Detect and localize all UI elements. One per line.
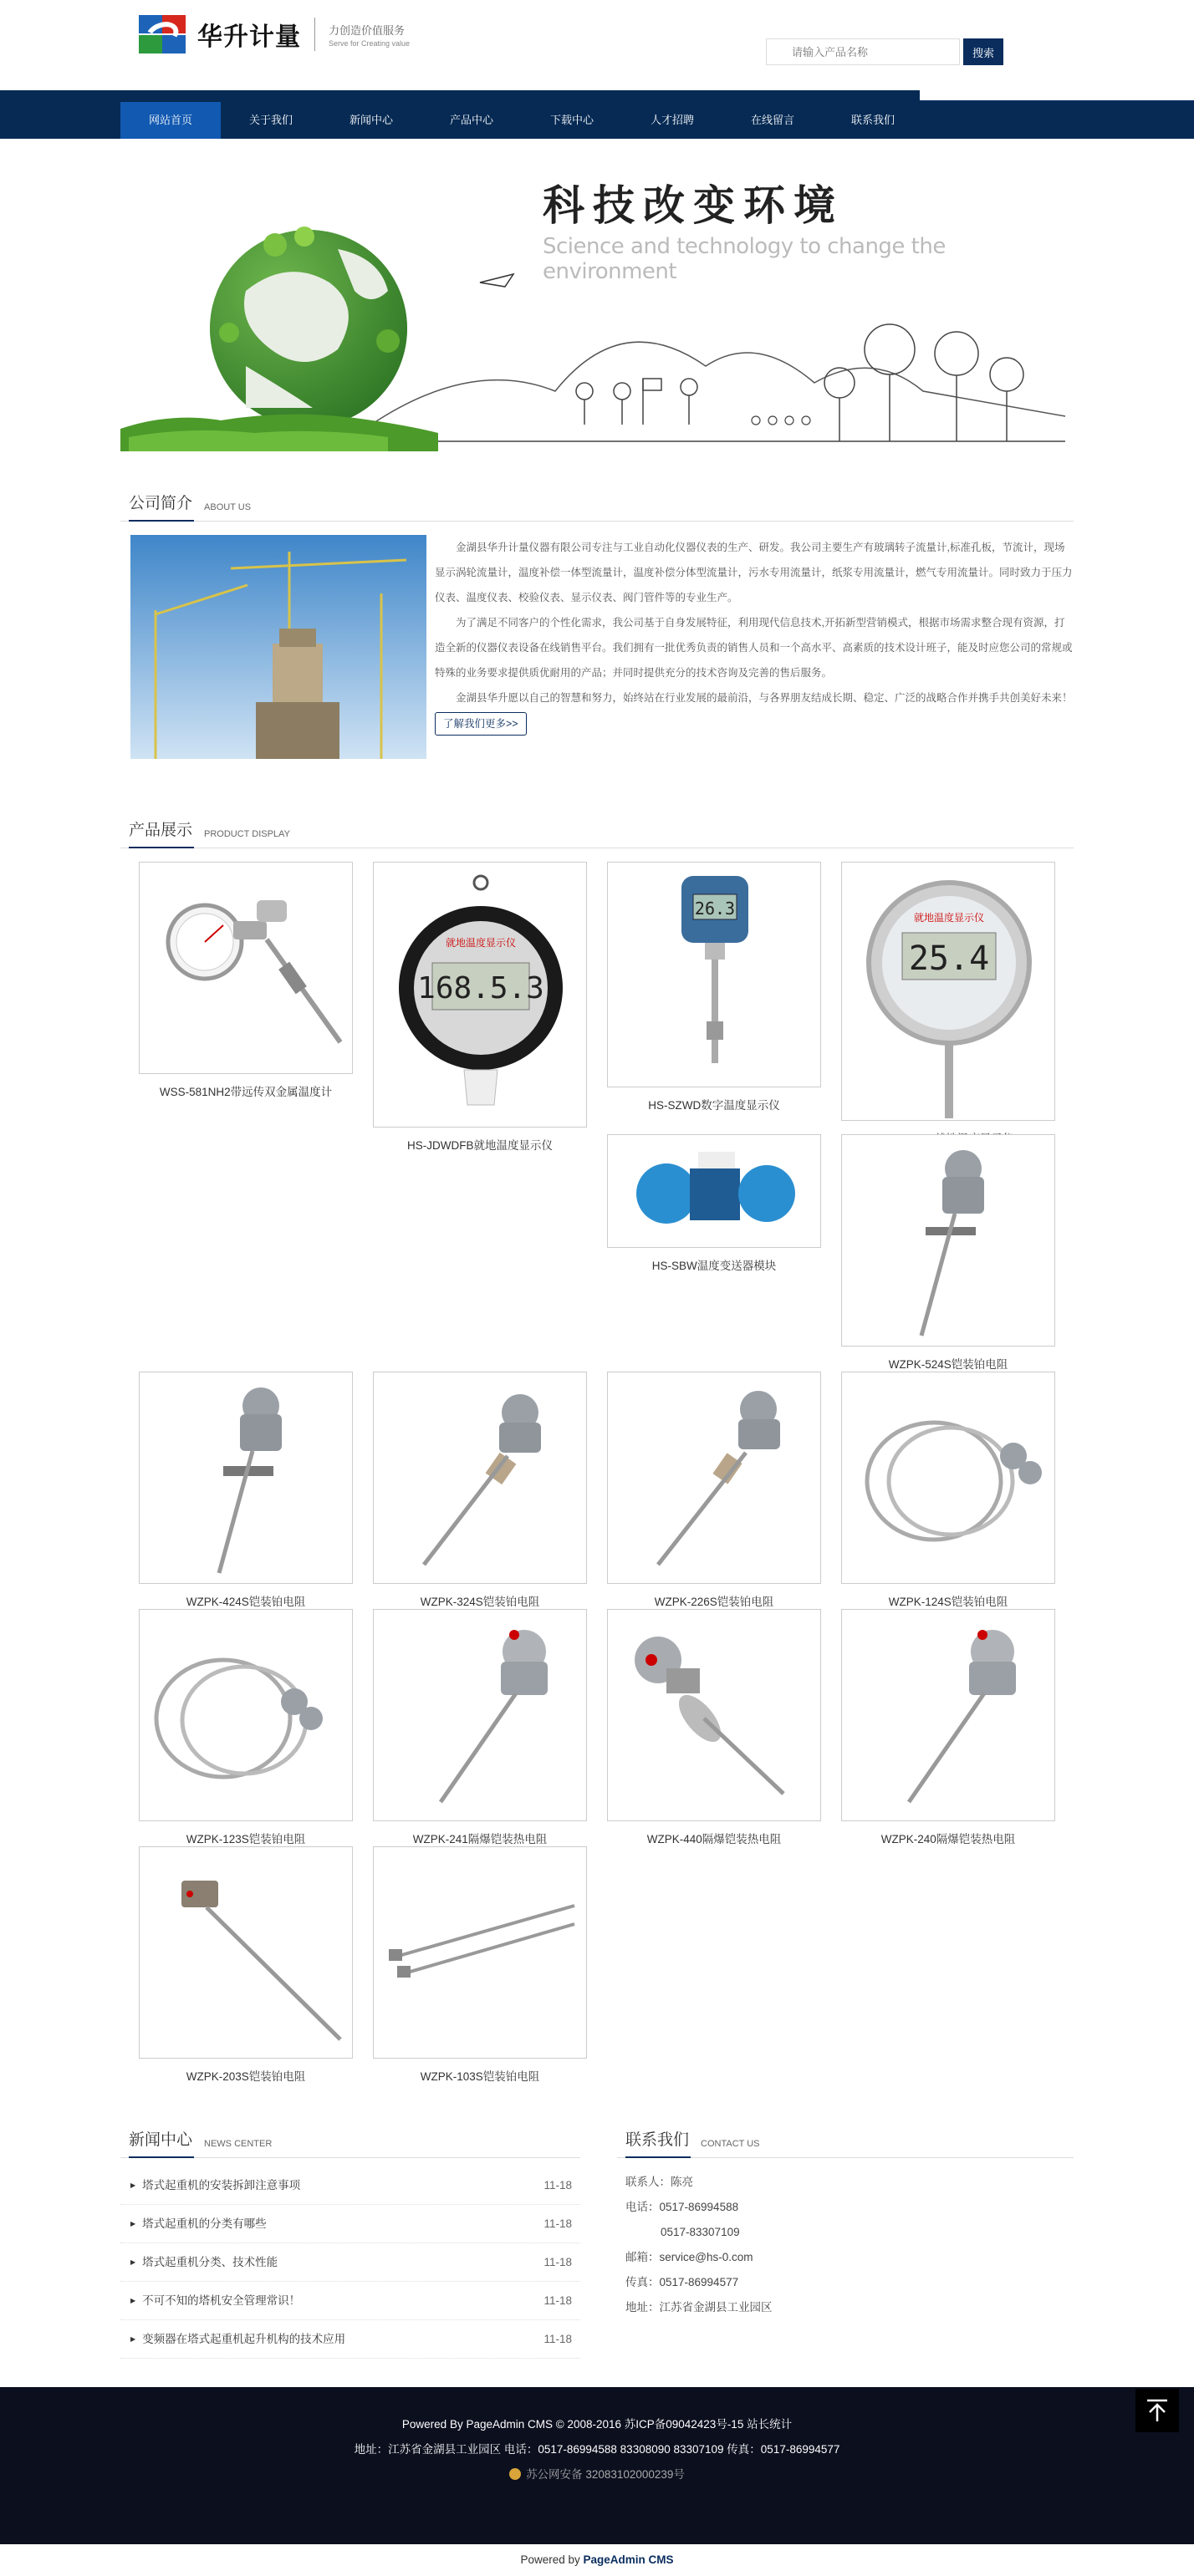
logo-mark-icon [139,15,186,53]
about-paragraph: 金湖县华升计量仪器有限公司专注与工业自动化仪器仪表的生产、研发。我公司主要生产有玻璃转子流量计,标准孔板，节流计，现场显示涡轮流量计，温度补偿一体型流量计，温度补偿分体型流量计，污水专用流量计，纸浆专用流量计，燃气专用流量计。同时致力于压力仪表、温度仪表、校验仪表、显示仪表、阀门管件等的专业生产。 [435,542,1073,603]
nav-item-news[interactable]: 新闻中心 [349,114,393,126]
products-title: 产品展示 [129,817,194,848]
logo-slogan [329,22,410,48]
police-record-text[interactable]: 苏公网安备 32083102000239号 [526,2468,685,2481]
about-more-button[interactable]: 了解我们更多>> [435,712,527,736]
product-card[interactable] [841,1609,1055,1846]
product-caption[interactable]: WZPK-240隔爆铠装热电阻 [880,1833,1016,1845]
product-card[interactable] [373,1846,587,2084]
product-image[interactable] [373,862,587,1128]
logo-name: 华升计量 [197,23,301,52]
product-caption[interactable]: WZPK-123S铠装铂电阻 [186,1833,306,1845]
product-card[interactable] [139,1846,353,2084]
product-card[interactable] [607,1372,821,1609]
contact-address: 地址：江苏省金湖县工业园区 [625,2301,773,2314]
svg-text:就地温度显示仪: 就地温度显示仪 [913,912,985,924]
product-caption[interactable]: WZPK-203S铠装铂电阻 [186,2070,306,2083]
about-subtitle: ABOUT US [204,502,252,512]
news-contact-row [120,2120,1074,2387]
product-card[interactable] [607,1134,821,1273]
products-section [120,810,1074,2115]
news-item-date: 11-18 [543,2179,572,2192]
news-item-date: 11-18 [543,2333,572,2345]
product-card[interactable] [139,862,353,1099]
main-nav [120,102,1074,139]
slogan-cn: 力创造价值服务 [329,23,406,37]
product-image[interactable] [841,1609,1055,1821]
product-caption[interactable]: HS-SBW温度变送器模块 [651,1260,777,1272]
product-card[interactable] [139,1372,353,1609]
news-section [120,2120,580,2387]
list-item[interactable] [120,2166,580,2205]
product-image[interactable] [607,1134,821,1248]
product-caption[interactable]: WZPK-124S铠装铂电阻 [888,1596,1008,1608]
contact-heading [617,2120,1074,2158]
list-item[interactable] [120,2320,580,2359]
product-caption[interactable]: WZPK-424S铠装铂电阻 [186,1596,306,1608]
about-paragraph: 为了满足不同客户的个性化需求，我公司基于自身发展特征，利用现代信息技术,开拓新型营销模式，根据市场需求整合现有资源，打造全新的仪器仪表设备在线销售平台。我们拥有一批优秀负责的销售人员和一个高水平、高素质的技术设计班子，能及时应您公司的常规或特殊的业务要求提供质优耐用的产品；并同时提供充分的技术咨询及完善的售后服务。 [435,617,1073,679]
footer-police-record[interactable] [0,2462,1194,2487]
nav-item-download[interactable]: 下载中心 [549,114,594,126]
powered-by [0,2544,1194,2576]
news-list [120,2158,580,2359]
product-image[interactable] [841,1134,1055,1347]
display-digits: 168.5.3 [417,971,544,1005]
display-digits: 26.3 [694,899,736,919]
nav-item-about[interactable]: 关于我们 [248,114,293,126]
about-text [435,535,1074,810]
contact-fax: 传真：0517-86994577 [625,2276,739,2288]
product-caption[interactable]: WZPK-226S铠装铂电阻 [654,1596,774,1608]
news-item-date: 11-18 [543,2294,572,2307]
nav-item-products[interactable]: 产品中心 [449,114,493,126]
contact-title: 联系我们 [625,2127,691,2158]
banner-title-en: Science and technology to change the environment [543,234,946,284]
footer-copyright: Powered By PageAdmin CMS © 2008-2016 苏ICP备09042423号-15 站长统计 [401,2418,793,2431]
product-image[interactable] [373,1846,587,2059]
nav-item-message[interactable]: 在线留言 [750,114,794,126]
product-caption[interactable]: WZPK-524S铠装铂电阻 [888,1358,1008,1371]
product-card[interactable] [139,1609,353,1846]
product-caption[interactable]: HS-JDWDFB就地温度显示仪 [407,1139,553,1152]
product-image[interactable] [373,1372,587,1584]
product-image[interactable] [139,1372,353,1584]
product-card[interactable] [841,1134,1055,1372]
news-heading [120,2120,580,2158]
product-card[interactable] [607,1609,821,1846]
site-logo[interactable] [139,13,410,55]
site-footer [0,2387,1194,2544]
nav-item-contact[interactable]: 联系我们 [850,114,895,126]
product-image[interactable] [139,1846,353,2059]
product-grid [120,848,1074,2115]
logo-divider [314,18,315,51]
product-card[interactable] [607,862,821,1112]
product-image[interactable] [607,1609,821,1821]
product-image[interactable] [841,1372,1055,1584]
search-box [766,38,1003,65]
about-paragraph: 金湖县华升愿以自己的智慧和努力，始终站在行业发展的最前沿，与各界朋友结成长期、稳定、广泛的战略合作并携手共创美好未来！ [456,692,1073,704]
police-badge-icon [509,2468,521,2480]
nav-item-home[interactable]: 网站首页 [120,102,221,139]
product-caption[interactable]: WSS-581NH2带远传双金属温度计 [159,1086,333,1098]
news-item-title[interactable]: ▶ 变频器在塔式起重机起升机构的技术应用 [130,2320,345,2358]
product-image[interactable] [139,1609,353,1821]
list-item[interactable] [120,2243,580,2282]
about-photo [130,535,426,759]
contact-phone: 电话：0517-86994588 [625,2201,739,2213]
news-subtitle: NEWS CENTER [204,2139,273,2149]
news-item-title[interactable]: ▶ 不可不知的塔机安全管理常识！ [130,2282,300,2319]
about-title: 公司简介 [129,491,194,522]
display-digits: 25.4 [908,939,990,978]
banner-title-cn: 科技改变环境 [543,181,844,230]
back-to-top-button[interactable] [1135,2389,1179,2432]
nav-notch [0,90,920,102]
products-subtitle: PRODUCT DISPLAY [204,829,290,839]
contact-subtitle: CONTACT US [701,2139,760,2149]
product-card[interactable] [373,1372,587,1609]
news-item-title[interactable]: ▶ 塔式起重机的安装拆卸注意事项 [130,2166,300,2204]
about-heading [120,483,1074,522]
nav-item-jobs[interactable]: 人才招聘 [650,114,694,126]
product-image[interactable] [607,862,821,1087]
powered-by-prefix: Powered by [520,2553,580,2566]
product-image[interactable] [607,1372,821,1584]
product-card[interactable] [373,862,587,1153]
hero-banner [120,140,1074,483]
main-nav-bar [0,102,1194,139]
product-caption[interactable]: WZPK-440隔爆铠装热电阻 [646,1833,782,1845]
list-item[interactable] [120,2282,580,2320]
powered-by-brand[interactable]: PageAdmin CMS [583,2553,674,2566]
site-header [120,0,1074,102]
product-caption[interactable]: WZPK-103S铠装铂电阻 [420,2070,540,2083]
contact-email: 邮箱：service@hs-0.com [625,2251,753,2263]
contact-info [617,2158,1074,2320]
product-image[interactable] [841,862,1055,1121]
slogan-en: Serve for Creating value [329,38,411,48]
search-button[interactable]: 搜索 [963,38,1003,65]
product-caption[interactable]: WZPK-324S铠装铂电阻 [420,1596,540,1608]
footer-address: 地址：江苏省金湖县工业园区 电话：0517-86994588 83308090 83307109 传真：0517-86994577 [354,2443,840,2456]
products-heading [120,810,1074,848]
product-caption[interactable]: HS-SZWD数字温度显示仪 [648,1099,780,1112]
news-item-title[interactable]: ▶ 塔式起重机分类、技术性能 [130,2243,278,2281]
contact-person: 联系人：陈亮 [625,2176,693,2188]
arrow-up-icon [1146,2398,1169,2423]
product-caption[interactable]: WZPK-241隔爆铠装热电阻 [412,1833,548,1845]
product-card[interactable] [841,1372,1055,1609]
news-title: 新闻中心 [129,2127,194,2158]
news-item-title[interactable]: ▶ 塔式起重机的分类有哪些 [130,2205,267,2243]
contact-section [617,2120,1074,2387]
product-card[interactable] [841,862,1055,1146]
search-input[interactable] [766,38,960,65]
news-item-date: 11-18 [543,2256,572,2268]
contact-phone-2: 0517-83307109 [661,2226,740,2238]
product-image[interactable] [373,1609,587,1821]
about-section [120,483,1074,810]
svg-text:就地温度显示仪: 就地温度显示仪 [445,937,517,949]
list-item[interactable] [120,2205,580,2243]
product-card[interactable] [373,1609,587,1846]
product-image[interactable] [139,862,353,1074]
news-item-date: 11-18 [543,2217,572,2230]
